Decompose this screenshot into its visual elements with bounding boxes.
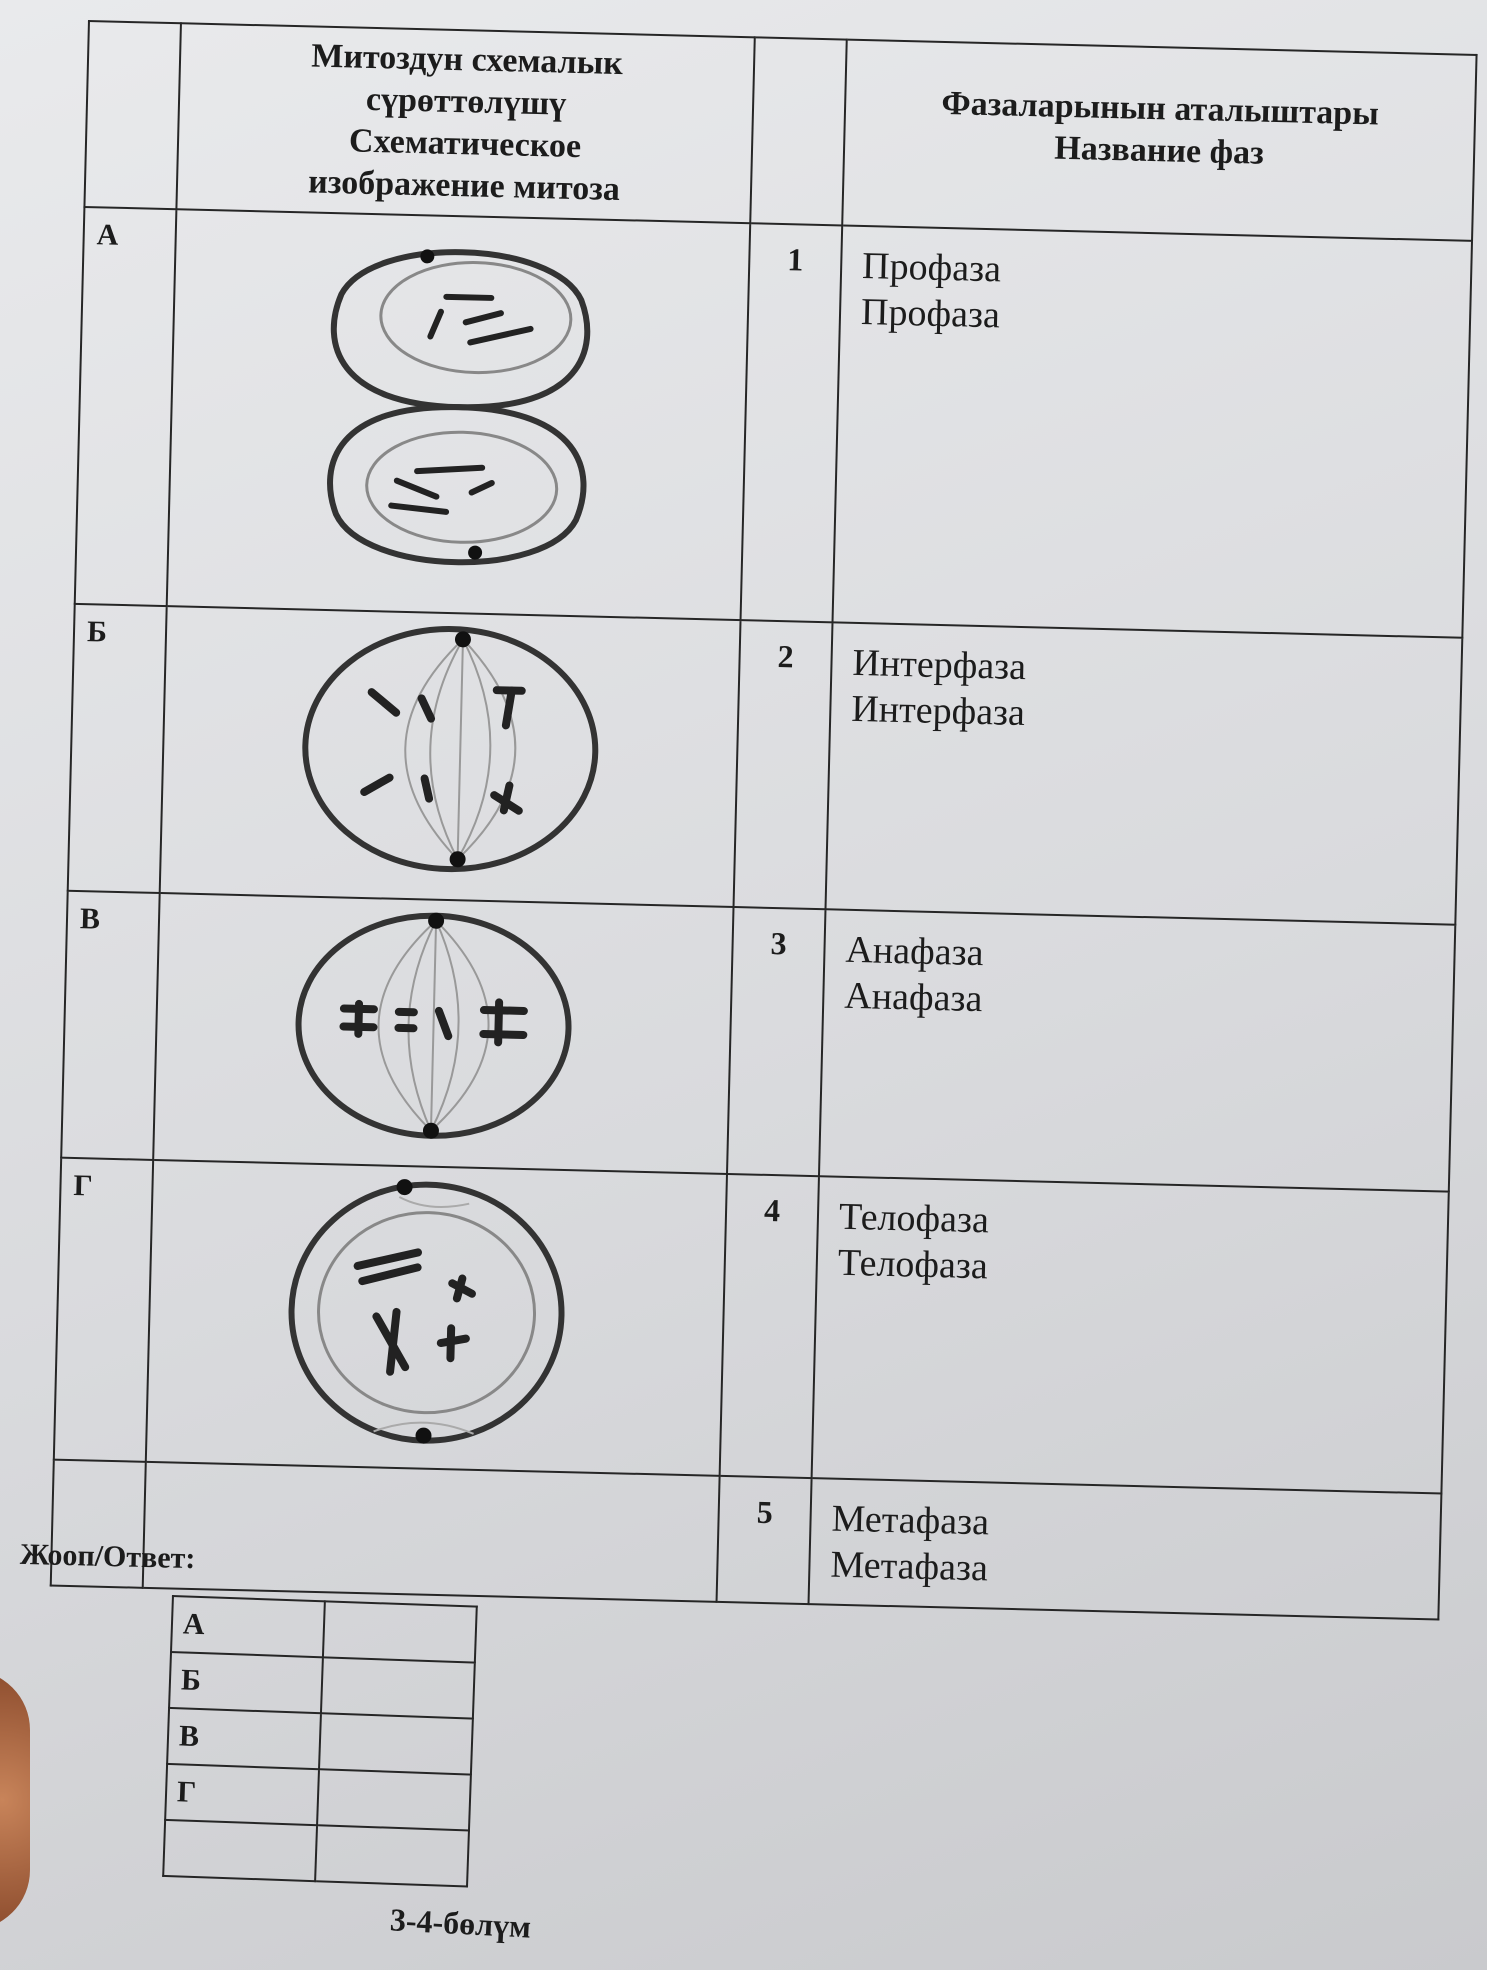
header-row: [84, 21, 1476, 241]
table-row: [68, 604, 1463, 925]
row-letter: В: [61, 891, 159, 1160]
header-right: [842, 40, 1476, 241]
header-left-line3: Схематическое: [348, 122, 582, 166]
answer-table: [162, 1595, 478, 1888]
anaphase-drawing: [287, 610, 614, 888]
answer-letter: [163, 1820, 317, 1881]
header-letter-cell: [84, 21, 181, 209]
answer-letter: Б: [169, 1652, 323, 1713]
phase-cell: [819, 909, 1455, 1191]
section-footer: 3-4-бөлүм: [389, 1901, 532, 1945]
header-num-cell: [750, 37, 847, 225]
phase-name-ky: Интерфаза: [852, 641, 1027, 689]
header-left-line4: изображение митоза: [307, 163, 621, 209]
row-letter: Г: [54, 1158, 153, 1462]
phase-name-ky: Метафаза: [831, 1497, 990, 1544]
answer-letter: А: [171, 1596, 325, 1657]
row-number: 1: [741, 223, 843, 622]
phase-cell: [809, 1478, 1442, 1619]
phase-name-ru: Профаза: [860, 290, 1001, 337]
phase-name-ru: Телофаза: [837, 1241, 989, 1288]
answer-letter: В: [167, 1708, 321, 1769]
answer-input-cell[interactable]: [317, 1769, 471, 1830]
answer-input-cell[interactable]: [321, 1657, 475, 1718]
empty-picture-cell: [143, 1462, 720, 1602]
table-row: [54, 1158, 1449, 1494]
worksheet: [50, 20, 1478, 1620]
table-row: [61, 891, 1455, 1192]
answer-input-cell[interactable]: [323, 1601, 477, 1662]
phase-name-ky: Профаза: [861, 244, 1002, 291]
mitosis-picture-a: [167, 209, 751, 620]
row-number: 4: [720, 1174, 819, 1478]
row-letter: А: [75, 207, 177, 606]
header-right-line2: Название фаз: [1053, 129, 1265, 172]
row-number: 3: [727, 907, 825, 1176]
mitosis-picture-v: [153, 893, 733, 1174]
header-left-line2: сүрөттөлүшү: [365, 80, 567, 123]
answer-row: [163, 1820, 469, 1887]
mitosis-picture-g: [146, 1160, 727, 1476]
answer-input-cell[interactable]: [319, 1713, 473, 1774]
row-number: 5: [717, 1476, 812, 1604]
phase-name-ru: Метафаза: [829, 1543, 989, 1590]
row-letter: Б: [68, 604, 167, 893]
row-number: 2: [734, 620, 833, 909]
phase-cell: [833, 225, 1473, 637]
mitosis-picture-b: [160, 606, 741, 907]
answer-letter: Г: [165, 1764, 319, 1825]
table-row: [75, 207, 1472, 638]
finger-photo-edge: [0, 1670, 30, 1930]
answer-label: Жооп/Ответ:: [19, 1537, 196, 1576]
answer-input-cell[interactable]: [315, 1825, 469, 1886]
phase-cell: [825, 622, 1462, 924]
phase-cell: [812, 1176, 1449, 1493]
prophase-drawing: [273, 1164, 600, 1462]
phase-name-ru: Анафаза: [843, 974, 983, 1021]
phase-name-ky: Анафаза: [844, 928, 984, 975]
header-left: [176, 23, 754, 223]
phase-name-ru: Интерфаза: [850, 687, 1026, 735]
header-left-line1: Митоздун схемалык: [310, 37, 624, 83]
telophase-drawing: [294, 213, 623, 601]
phase-name-ky: Телофаза: [838, 1195, 990, 1242]
header-right-line1: Фазаларынын аталыштары: [941, 84, 1380, 133]
mitosis-table: [50, 20, 1478, 1620]
metaphase-drawing: [281, 897, 607, 1155]
